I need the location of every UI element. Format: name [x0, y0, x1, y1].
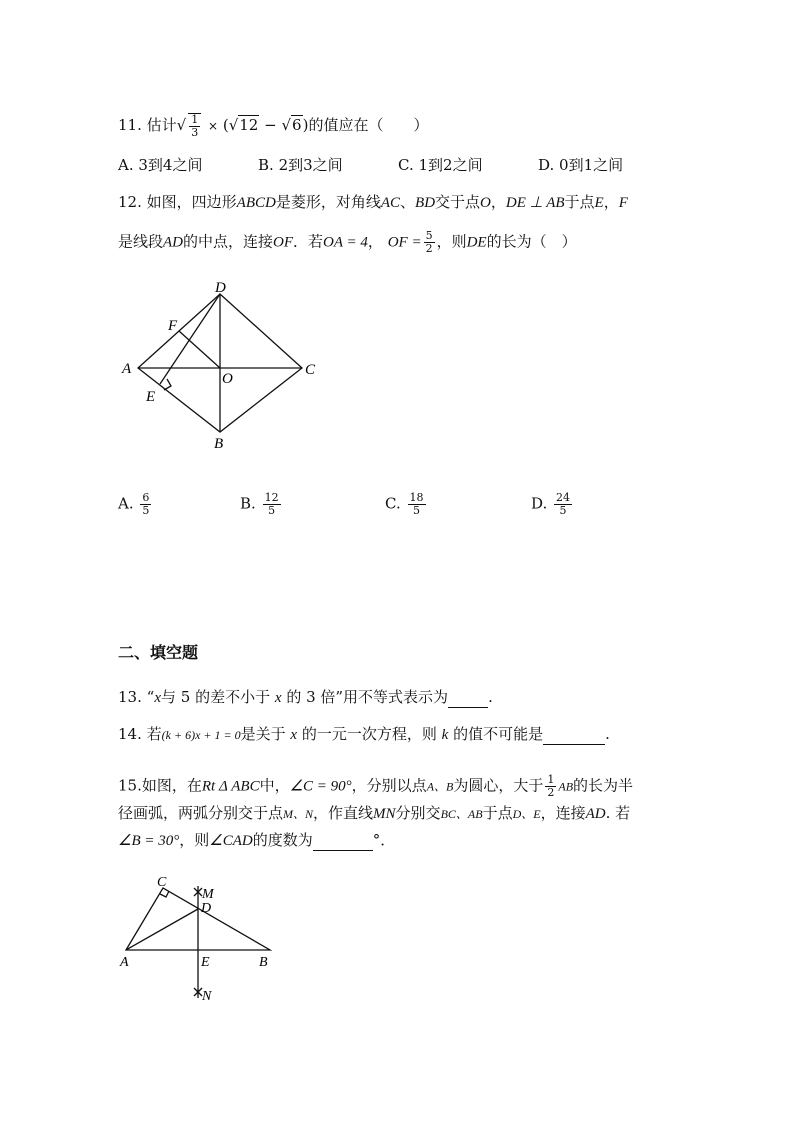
label-o: O	[222, 371, 233, 387]
label-b: B	[259, 955, 268, 970]
label-b: B	[214, 436, 224, 452]
q11-number: 11.	[118, 116, 142, 134]
q11-option-b[interactable]: B. 2到3之间	[258, 156, 343, 174]
label-e: E	[146, 389, 156, 405]
q13-answer-blank[interactable]	[448, 687, 488, 708]
label-f: F	[168, 318, 178, 334]
q11-stem	[118, 113, 428, 139]
q11-prefix: 估计	[146, 116, 177, 134]
label-d: D	[215, 280, 226, 296]
q12-option-c[interactable]: C. $\frac{18}{5}$	[385, 491, 424, 517]
q14-stem: 14. 若(k + 6)x + 1 = 0是关于 x 的一元一次方程，则 k 的值不可能是 .	[118, 725, 610, 743]
segment-de	[160, 294, 220, 384]
q11-paren-expr: (√12 − √6)	[222, 116, 309, 134]
q12-rhombus-figure	[110, 280, 340, 455]
label-c: C	[305, 362, 316, 378]
q12-option-d[interactable]: D. $\frac{24}{5}$	[531, 491, 571, 517]
q12-stem-line2: 是线段AD的中点，连接OF．若OA = 4， OF = $\frac{5}{2}$ ，则DE的长为（ ）	[118, 229, 577, 255]
section-heading: 二、填空题	[118, 643, 199, 662]
q12-options	[118, 484, 598, 524]
q12-option-a[interactable]: A. $\frac{6}{5}$	[118, 491, 150, 517]
segment-ad	[126, 909, 198, 950]
q11-option-a[interactable]: A. 3到4之间	[118, 156, 203, 174]
q15-stem-line2: 径画弧，两弧分别交于点M、N，作直线MN分别交BC、AB于点D、E，连接AD. 若	[118, 804, 631, 822]
label-a: A	[122, 361, 132, 377]
label-c: C	[157, 875, 167, 890]
label-a: A	[120, 955, 129, 970]
q11-suffix: 的值应在（ ）	[308, 116, 429, 134]
q11-times: ×	[208, 119, 219, 133]
q15-triangle-figure	[110, 870, 290, 1010]
q12-option-b[interactable]: B. $\frac{12}{5}$	[240, 491, 279, 517]
q12-stem-line1: 12. 如图，四边形ABCD是菱形，对角线AC、BD交于点O，DE ⊥ AB于点E，F	[118, 193, 628, 211]
q14-answer-blank[interactable]	[543, 724, 605, 745]
q15-stem-line1: 15.如图，在Rt Δ ABC中，∠C = 90°，分别以点A、B为圆心，大于 $\frac{1}{2}$ AB的长为半	[118, 773, 634, 799]
label-d: D	[201, 901, 212, 916]
q15-stem-line3: ∠B = 30°，则∠CAD的度数为 °．	[118, 831, 396, 849]
segment-of	[179, 331, 220, 368]
label-n: N	[202, 989, 212, 1004]
q15-answer-blank[interactable]	[313, 830, 373, 851]
label-e: E	[201, 955, 210, 970]
q11-option-d[interactable]: D. 0到1之间	[538, 156, 624, 174]
q11-sqrt-frac: √ $\frac{1}{3}$	[177, 116, 204, 134]
label-m: M	[202, 887, 214, 902]
q13-stem: 13. “x与 5 的差不小于 x 的 3 倍”用不等式表示为 .	[118, 688, 493, 706]
q11-option-c[interactable]: C. 1到2之间	[398, 156, 483, 174]
